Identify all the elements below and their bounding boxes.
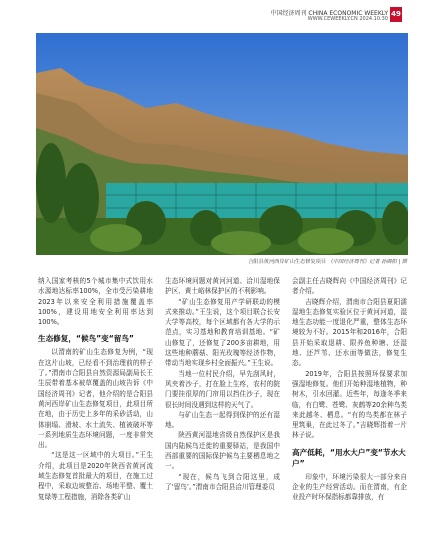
landscape-photo (36, 33, 408, 255)
landscape-photo-illustration (36, 33, 408, 255)
magazine-website-date: WWW.CEWEEKLY.CN 2024.10.30 (307, 16, 388, 22)
paragraph: “这是这一区域中的大项目。”王生介绍，此项目是2020年陕西省黄河流域生态修复首批最大的项目，在施工过程中，采取边坡整治、场地平整、覆土复绿等工程措施，消除各类矿山 (38, 451, 153, 501)
photo-credit: 《中国经济周刊》记者 孙阁阳 | 摄 (327, 259, 407, 265)
magazine-title: 中国经济周刊 CHINA ECONOMIC WEEKLY (270, 10, 388, 17)
page-number-badge: 49 (390, 7, 402, 22)
paragraph: 2019年，合阳县按照环保要求加强湿地修复。他们开始种湿地植物，种树木，引水回灌。近些年，每逢冬季来临，有白鹭、苍鹭、灰鹤等20余种鸟类来此越冬、栖息。“有的鸟类都在林子里筑巢，在此过冬了。”吉晓辉指着一片林子说。 (292, 369, 407, 440)
paragraph: 与矿山生态一起得到保护的还有湿地。 (165, 410, 280, 430)
photo-caption (195, 258, 407, 265)
paragraph: 生态环境问题对黄河河道、洽川湿地保护区、黄土峪林保护区的不利影响。 (165, 277, 280, 296)
paragraph: 会副主任吉晓辉向《中国经济周刊》记者介绍。 (292, 277, 407, 296)
subheading: 生态修复，“候鸟”变“留鸟” (38, 334, 134, 344)
paragraph: 以渭南的矿山生态修复为例，“现在这片山坡，已经看不到治理前的样子了。”渭南市合阳县自然资源局副局长王生辰带着基本被草覆盖的山坡告诉《中国经济周刊》记者，他介绍的是合阳县黄河西岸矿山生态修复项目，此项目所在地，由于历史上多年的采砂活动，山体崩塌、滑坡、水土流失、植被破坏等一系列地质生态环境问题，一度非常突出。 (38, 348, 153, 450)
paragraph: “现在，候鸟飞到合阳这里，成了‘留鸟’。”渭南市合阳县洽川管理委员 (165, 472, 280, 491)
paragraph: “矿山生态修复用产学研联动的模式来推动。”王生说，这个项目联合长安大学等高校，每个区域都有各大学的示范点，实习基地和教育培训基地。“矿山修复了，还修复了200多亩耕地，用这些地种蘑菇、阳光玫瑰等经济作物，带动当地实现乡村全面振兴。”王生说。 (165, 297, 280, 368)
paragraph: 当地一位村民介绍，早先刮风时，风夹着沙子，打在脸上生疼，农村的院门要挂很厚的门帘用以挡住沙子，现在很长时间没遇到这样的天气了。 (165, 369, 280, 409)
paragraph: 印象中，环境污染很大一部分来自企业的生产经营活动。而在渭南，有企业投产时环保指标都靠排放，有 (292, 472, 407, 502)
page-header (102, 6, 402, 28)
subheading: 高产低耗，“用水大户”变“节水大户” (292, 447, 406, 468)
paragraph: 纳入国家考核的5个城市集中式饮用水水源地达标率100%，全市受污染耕地2023年以来安全利用措施覆盖率100%，建设用地安全利用率达到100%。 (38, 277, 153, 327)
text-column-2 (165, 276, 280, 492)
photo-caption-text: 合阳县黄河西岸矿山生态修复项目 (248, 259, 327, 265)
paragraph: 陕西黄河湿地省级自然保护区是我国内陆候鸟迁徙的重要驿站，是我国中西部重要的国际保护候鸟主要栖息地之一。 (165, 431, 280, 471)
text-column-3 (292, 276, 407, 503)
text-column-1 (38, 276, 153, 502)
paragraph: 吉晓辉介绍，渭南市合阳县夏阳濡湿地生态修复实验区位于黄河河道，湿地生态功能一度退化严重，整体生态环境较为不好。2015年和2016年，合阳县开始采取退耕、限养鱼种塘、还湿地、还芦苇、还水面等做法，修复生态。 (292, 297, 407, 368)
